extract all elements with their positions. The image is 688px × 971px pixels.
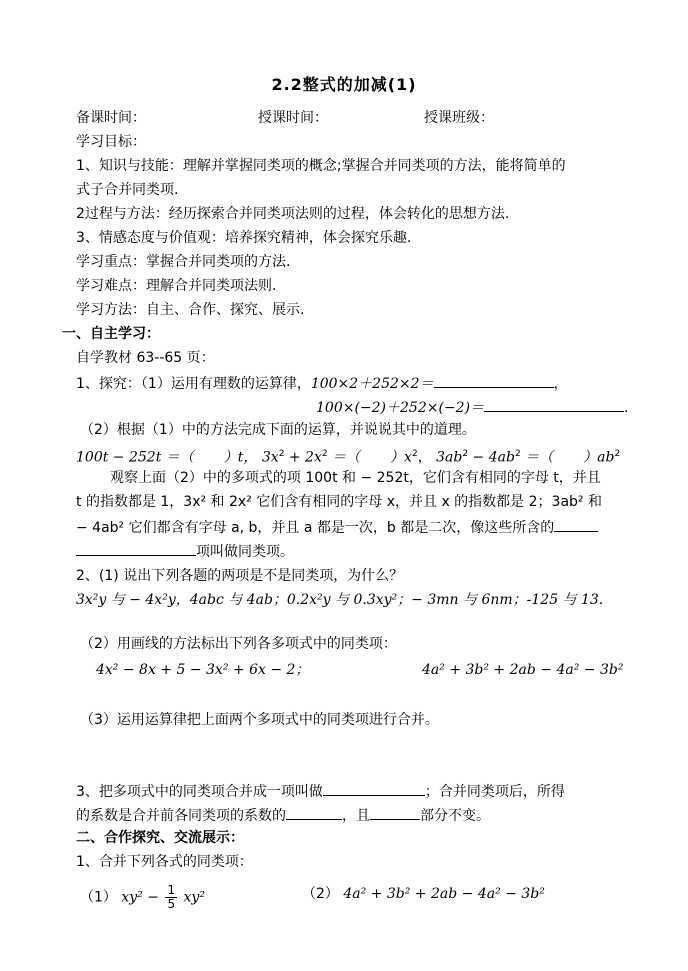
calc-line: 100t − 252t ＝（ ）t， $3x^2 + 2x^2$ ＝（ ）$x^2$， $3ab^2 - 4ab^2$ ＝（ ）$ab^2$ [76, 449, 621, 466]
explore-line-2: 100×(−2)＋252×(−2)＝ . [316, 396, 628, 418]
exercise-2 [302, 884, 545, 904]
exercise-1-label: （1） [80, 889, 117, 906]
observe-line-3-text: − 4ab² 它们都含有字母 a, b，并且 a 都是一次，b 都是二次，像这些所含的 [76, 520, 555, 536]
calc-c3: ＝（ [520, 449, 554, 466]
calc-c: 3ab [436, 449, 463, 466]
blank-4[interactable] [323, 780, 425, 796]
calc-a: 100t − 252t ＝（ [76, 449, 194, 466]
blank-1[interactable] [434, 372, 554, 388]
fraction-one-fifth [165, 884, 177, 911]
exercise-1-a: xy² − [121, 889, 159, 906]
calc-b2: + 2x [284, 449, 322, 466]
question-3-line-2 [76, 804, 490, 826]
q3b-2: ，且 [342, 808, 370, 824]
polynomial-1: 4x² − 8x + 5 − 3x² + 6x − 2； [96, 662, 310, 678]
objective-2: 2过程与方法：经历探索合并同类项法则的过程，体会转化的思想方法. [76, 206, 510, 222]
learning-method: 学习方法：自主、合作、探究、展示. [76, 302, 305, 318]
objective-1a: 1、知识与技能：理解并掌握同类项的概念;掌握合并同类项的方法，能将简单的 [76, 158, 566, 174]
difficulty: 学习难点：理解合并同类项法则. [76, 278, 277, 294]
explore-label: 1、探究：（1）运用有理数的运算律， [76, 376, 311, 392]
calc-b-end: ）x [390, 449, 412, 466]
observe-line-2: t 的指数都是 1，3x² 和 2x² 它们含有相同的字母 x，并且 x 的指数都是 2；3ab² 和 [76, 494, 602, 510]
q3a-1: 3、把多项式中的同类项合并成一项叫做 [76, 784, 323, 800]
section2-task: 1、合并下列各式的同类项： [76, 854, 253, 870]
textbook-pages: 自学教材 63--65 页： [76, 350, 215, 366]
calc-c-end: ）ab [583, 449, 615, 466]
key-point: 学习重点：掌握合并同类项的方法. [76, 254, 291, 270]
observe-line-3 [76, 516, 598, 538]
page-title: 2.2整式的加减(1) [271, 75, 417, 94]
blank-3a[interactable] [554, 516, 598, 532]
term-pairs: 3x²y 与 − 4x²y，4abc 与 4ab；0.2x²y 与 0.3xy²；− 3mn 与 6nm；-125 与 13. [76, 592, 604, 608]
observe-line-4-end: 项叫做同类项。 [196, 544, 294, 560]
q3b-3: 部分不变。 [420, 808, 490, 824]
expr-2: 100×(−2)＋252×(−2)＝ [316, 400, 485, 416]
q3b-1: 的系数是合并前各同类项的系数的 [76, 808, 286, 824]
objective-1b: 式子合并同类项. [76, 182, 179, 198]
teach-time-label: 授课时间： [258, 110, 328, 126]
calc-b3: ＝（ [327, 449, 361, 466]
section2-heading: 二、合作探究、交流展示： [76, 830, 244, 846]
question-2-text: （2）根据（1）中的方法完成下面的运算，并说说其中的道理。 [80, 422, 476, 438]
exercise-2-expr: 4a² + 3b² + 2ab − 4a² − 3b² [343, 886, 545, 902]
calc-a-end: ）t， [223, 449, 258, 466]
blank-3b[interactable] [76, 540, 196, 556]
blank-5[interactable] [286, 804, 342, 820]
question-2-heading: 2、(1) 说出下列各题的两项是不是同类项，为什么？ [76, 568, 404, 584]
q3a-2: ；合并同类项后，所得 [424, 784, 565, 800]
section1-heading: 一、自主学习： [62, 326, 160, 342]
explore-line: 1、探究：（1）运用有理数的运算律，100×2＋252×2＝ ， [76, 372, 568, 394]
objectives-heading: 学习目标： [76, 134, 146, 150]
observe-line-1: 观察上面（2）中的多项式的项 100t 和 − 252t，它们含有相同的字母 t，并且 [110, 470, 601, 486]
observe-line-4 [76, 540, 294, 562]
calc-b: 3x [261, 449, 279, 466]
exercise-1 [80, 884, 205, 911]
blank-2[interactable] [484, 396, 624, 412]
polynomial-2: 4a² + 3b² + 2ab − 4a² − 3b² [422, 662, 624, 678]
objective-3: 3、情感态度与价值观：培养探究精神，体会探究乐趣. [76, 230, 412, 246]
calc-c2: − 4ab [468, 449, 515, 466]
question-2-3: （3）运用运算律把上面两个多项式中的同类项进行合并。 [80, 712, 439, 728]
prep-time-label: 备课时间： [76, 110, 146, 126]
question-2-2: （2）用画线的方法标出下列各多项式中的同类项： [80, 636, 397, 652]
class-label: 授课班级： [424, 110, 494, 126]
blank-6[interactable] [370, 804, 420, 820]
question-3-line-1 [76, 780, 565, 802]
expr-1: 100×2＋252×2＝ [310, 376, 434, 392]
exercise-1-b: xy² [183, 889, 205, 906]
fraction-denominator: 5 [167, 897, 176, 911]
fraction-numerator: 1 [167, 883, 176, 897]
exercise-2-label: （2） [302, 886, 339, 902]
